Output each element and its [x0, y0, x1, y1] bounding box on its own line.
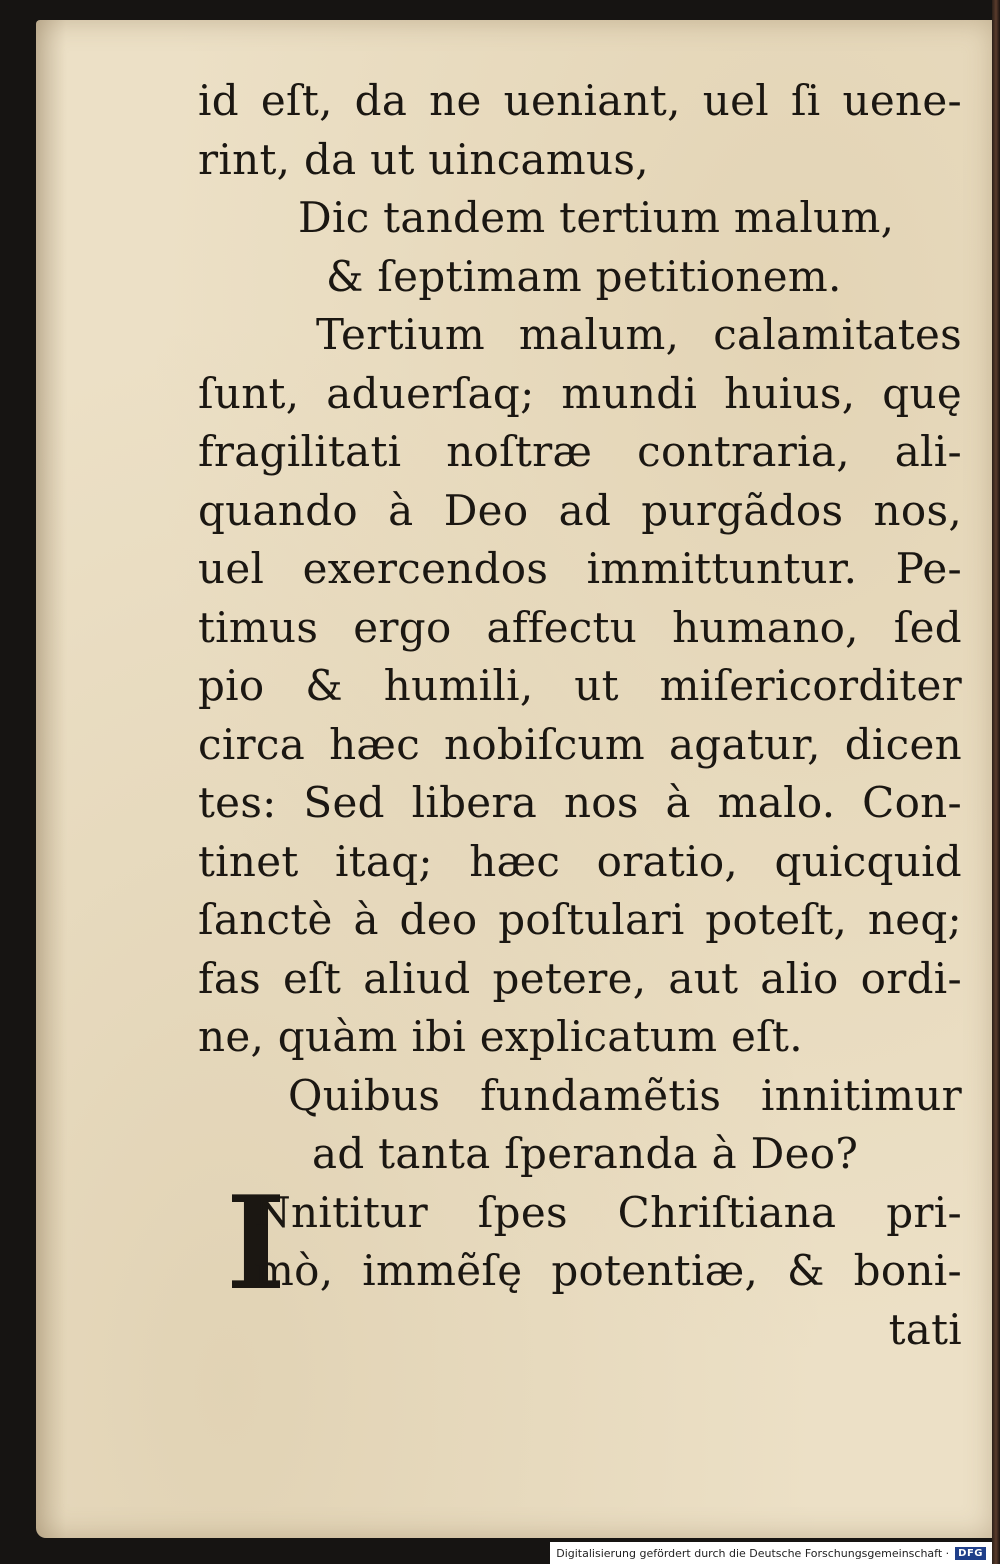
- catchword: tati: [888, 1304, 962, 1354]
- text-line: mò, immẽſę potentiæ, & boni-: [254, 1246, 962, 1295]
- credit-text: Digitalisierung gefördert durch die Deutsche Forschungsgemeinschaft ·: [556, 1546, 950, 1560]
- text-line: ſanctè à deo poſtulari poteſt, neq;: [198, 895, 962, 944]
- text-line: fas eſt aliud petere, aut alio ordi-: [198, 953, 962, 1003]
- dfg-logo: DFG: [955, 1547, 986, 1560]
- question-heading-line: ad tanta ſperanda à Deo?: [312, 1129, 859, 1178]
- text-line: ne, quàm ibi explicatum eſt.: [198, 1012, 803, 1061]
- digitization-credit: [550, 1542, 992, 1564]
- text-line: pio & humili, ut miſericorditer: [198, 661, 962, 710]
- text-line: ſunt, aduerſaq; mundi huius, quę: [198, 368, 962, 418]
- text-line: fragilitati noſtræ contraria, ali-: [198, 427, 962, 476]
- question-heading-line: Quibus fundamẽtis innitimur: [288, 1070, 962, 1120]
- text-line: id eſt, da ne ueniant, uel ſi uene-: [198, 76, 962, 125]
- text-line: Tertium malum, calamitates: [316, 310, 962, 359]
- text-line: uel exercendos immittuntur. Pe-: [198, 544, 962, 593]
- drop-cap-initial: I: [226, 1169, 286, 1319]
- text-line: rint, da ut uincamus,: [198, 134, 649, 184]
- text-line: timus ergo affectu humano, ſed: [198, 602, 962, 652]
- text-line: circa hæc nobiſcum agatur, dicen: [198, 719, 962, 769]
- question-heading-line: Dic tandem tertium malum,: [298, 193, 895, 242]
- text-line: quando à Deo ad purgãdos nos,: [198, 485, 962, 535]
- question-heading-line: & ſeptimam petitionem.: [326, 251, 842, 301]
- text-line: tes: Sed libera nos à malo. Con-: [198, 778, 962, 827]
- text-line: tinet itaq; hæc oratio, quicquid: [198, 836, 962, 886]
- text-line: Nnititur ſpes Chriſtiana pri-: [254, 1187, 962, 1237]
- body-text: [198, 72, 962, 1359]
- book-spine-edge: [992, 0, 1000, 1564]
